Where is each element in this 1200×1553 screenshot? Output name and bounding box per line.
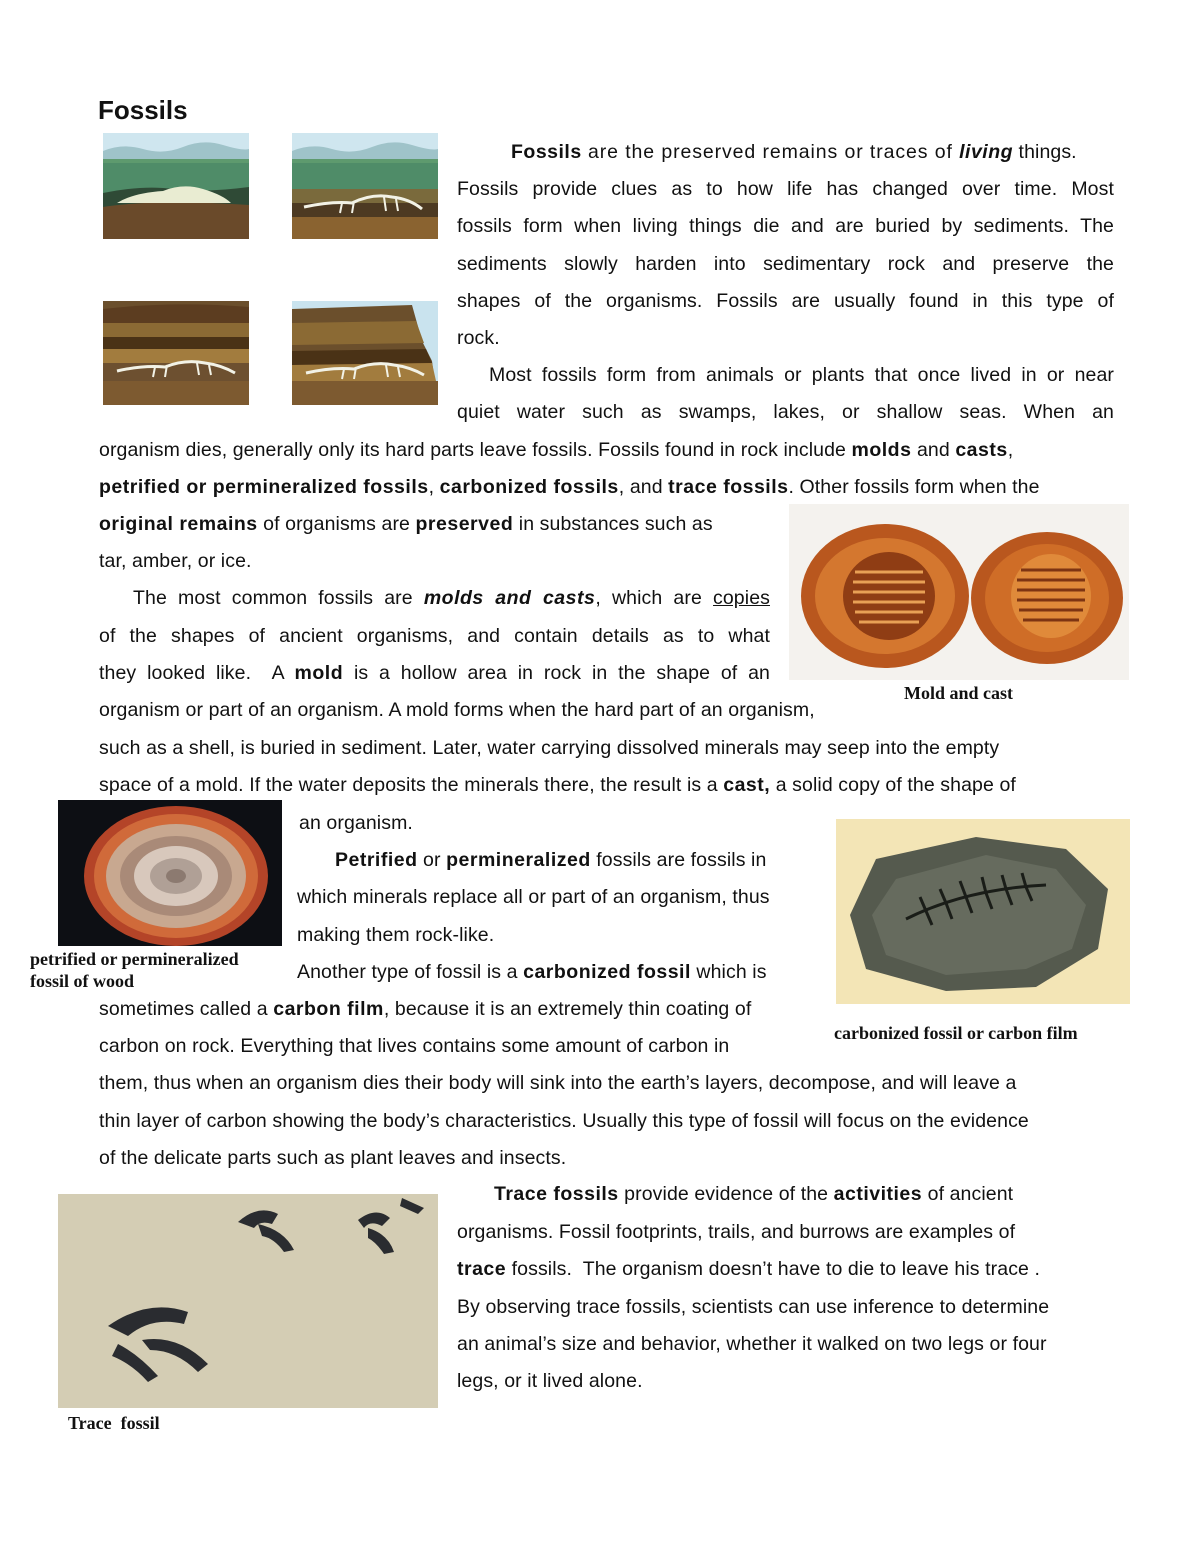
p1-line-2: Fossils provide clues as to how life has changed over time. Most <box>457 178 1114 200</box>
p3-line-6: space of a mold. If the water deposits the minerals there, the result is a cast, a solid copy of the shape of <box>99 774 1016 796</box>
p1-line-3: fossils form when living things die and are buried by sediments. The <box>457 215 1114 237</box>
p2-line-1: Most fossils form from animals or plants that once lived in or near <box>489 364 1114 386</box>
caption-carbonized: carbonized fossil or carbon film <box>834 1023 1078 1043</box>
p1-line-1: Fossils are the preserved remains or traces of living things. <box>511 141 1077 163</box>
p2-line-3: organism dies, generally only its hard parts leave fossils. Fossils found in rock include molds and casts, <box>99 439 1014 461</box>
formation-illustration-3 <box>103 301 249 405</box>
p3-line-2: of the shapes of ancient organisms, and contain details as to what <box>99 625 770 647</box>
trace-fossil-photo <box>58 1194 438 1408</box>
p1-line-6: rock. <box>457 327 500 349</box>
formation-illustration-1 <box>103 133 249 239</box>
p2-line-6: tar, amber, or ice. <box>99 550 252 572</box>
caption-trace: Trace fossil <box>68 1413 160 1433</box>
p5-line-6: of the delicate parts such as plant leaves and insects. <box>99 1147 567 1169</box>
page-title: Fossils <box>98 95 188 125</box>
p2-line-5: original remains of organisms are preserved in substances such as <box>99 513 713 535</box>
p3-line-5: such as a shell, is buried in sediment. Later, water carrying dissolved minerals may seep into the empty <box>99 737 1000 759</box>
formation-illustration-4 <box>292 301 438 405</box>
p6-line-3: trace fossils. The organism doesn’t have to die to leave his trace . <box>457 1258 1041 1280</box>
p2-line-2: quiet water such as swamps, lakes, or shallow seas. When an <box>457 401 1114 423</box>
p3-line-7: an organism. <box>299 812 413 834</box>
p5-line-3: carbon on rock. Everything that lives contains some amount of carbon in <box>99 1035 730 1057</box>
p2-line-4: petrified or permineralized fossils, carbonized fossils, and trace fossils. Other fossils form when the <box>99 476 1040 498</box>
p4-line-2: which minerals replace all or part of an organism, thus <box>297 886 770 908</box>
p6-line-4: By observing trace fossils, scientists can use inference to determine <box>457 1296 1050 1318</box>
p5-line-5: thin layer of carbon showing the body’s characteristics. Usually this type of fossil will focus on the evidence <box>99 1110 1029 1132</box>
p6-line-6: legs, or it lived alone. <box>457 1370 643 1392</box>
p3-line-3: they looked like. A mold is a hollow area in rock in the shape of an <box>99 662 770 684</box>
p5-line-2: sometimes called a carbon film, because it is an extremely thin coating of <box>99 998 752 1020</box>
p6-line-5: an animal’s size and behavior, whether it walked on two legs or four <box>457 1333 1047 1355</box>
mold-and-cast-photo <box>789 504 1129 680</box>
p6-line-2: organisms. Fossil footprints, trails, and burrows are examples of <box>457 1221 1016 1243</box>
p6-line-1: Trace fossils provide evidence of the activities of ancient <box>494 1183 1014 1205</box>
caption-petrified-2: fossil of wood <box>30 971 135 991</box>
p1-line-5: shapes of the organisms. Fossils are usually found in this type of <box>457 290 1114 312</box>
petrified-wood-photo <box>58 800 282 946</box>
p3-line-4: organism or part of an organism. A mold forms when the hard part of an organism, <box>99 699 815 721</box>
caption-mold-cast: Mold and cast <box>904 683 1014 703</box>
p4-line-1: Petrified or permineralized fossils are fossils in <box>335 849 767 871</box>
p5-line-1: Another type of fossil is a carbonized fossil which is <box>297 961 767 983</box>
p5-line-4: them, thus when an organism dies their body will sink into the earth’s layers, decompose, and will leave a <box>99 1072 1017 1094</box>
p4-line-3: making them rock-like. <box>297 924 495 946</box>
p1-line-4: sediments slowly harden into sedimentary rock and preserve the <box>457 253 1114 275</box>
formation-illustration-2 <box>292 133 438 239</box>
carbon-film-photo <box>836 819 1130 1004</box>
p3-line-1: The most common fossils are molds and casts, which are copies <box>133 587 770 609</box>
caption-petrified-1: petrified or permineralized <box>30 949 239 969</box>
